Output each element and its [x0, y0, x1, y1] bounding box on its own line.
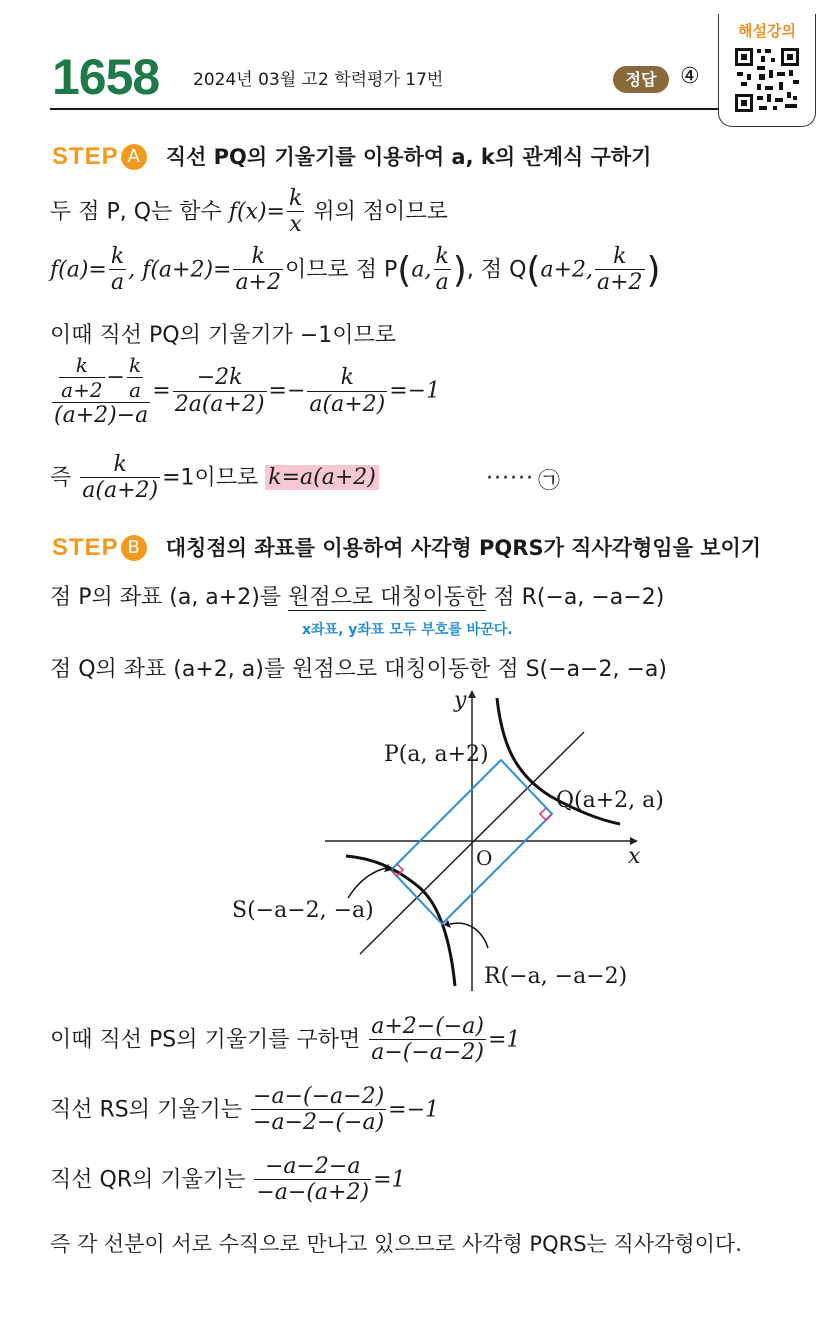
frac-den: a	[129, 378, 142, 402]
text: 즉	[50, 465, 72, 491]
frac-den: a(a+2)	[309, 391, 386, 417]
frac-num: k	[113, 452, 127, 477]
frac-num: −a−2−a	[264, 1154, 361, 1179]
step-a-line1	[50, 186, 448, 239]
math: −	[106, 365, 125, 391]
math: f(a)=	[50, 257, 107, 283]
frac-num: −2k	[196, 365, 243, 391]
frac-den: x	[289, 212, 302, 238]
problem-number: 1658	[52, 49, 160, 105]
math: =1	[487, 1027, 521, 1053]
text: 직선 QR의 기울기는	[50, 1167, 246, 1193]
text: 점 R(−a, −a−2)	[493, 585, 665, 610]
frac-den: a	[110, 270, 125, 296]
math: a,	[411, 257, 432, 283]
frac-den: a+2	[235, 270, 282, 296]
frac-num: k	[340, 365, 354, 391]
text: , 점 Q	[466, 257, 527, 283]
frac-den: a(a+2)	[82, 478, 159, 504]
hyperbola-graph	[210, 686, 670, 1006]
step-b-header	[52, 532, 761, 562]
graph-s-label: S(−a−2, −a)	[232, 898, 374, 923]
math: =	[152, 378, 171, 404]
step-b-title: 대칭점의 좌표를 이용하여 사각형 PQRS가 직사각형임을 보이기	[165, 536, 762, 560]
frac-den: 2a(a+2)	[174, 391, 265, 417]
text: 위의 점이므로	[313, 199, 448, 225]
frac-den: a+2	[597, 270, 643, 296]
frac-den: a+2	[61, 378, 103, 402]
qr-code-icon[interactable]	[733, 46, 801, 114]
answer-badge: 정답	[613, 66, 669, 93]
y-axis-arrow	[468, 690, 476, 698]
text: 직선 RS의 기울기는	[50, 1097, 243, 1123]
math: =−1	[388, 1097, 440, 1123]
step-a-equation	[50, 354, 440, 429]
frac-den: −a−(a+2)	[256, 1180, 370, 1206]
highlighted-relation: k=a(a+2)	[265, 465, 379, 490]
frac-den: a	[435, 270, 449, 296]
step-a-header	[52, 141, 651, 171]
text: =1이므로	[162, 465, 259, 491]
text: 점 P의 좌표 (a, a+2)를	[50, 585, 282, 610]
frac-num: k	[288, 186, 303, 211]
math: =−	[268, 378, 306, 404]
underlined-text: 원점으로 대칭이동한	[288, 585, 487, 610]
frac-num: a+2−(−a)	[371, 1014, 484, 1039]
graph-y-label: y	[454, 688, 467, 713]
step-a-line5	[50, 452, 379, 505]
step-a-letter: A	[121, 144, 147, 170]
text: 이때 직선 PS의 기울기를 구하면	[50, 1027, 361, 1053]
step-b-line1	[50, 580, 664, 611]
frac-den: (a+2)−a	[54, 403, 149, 428]
lecture-qr-box[interactable]	[718, 14, 816, 127]
text: 두 점 P, Q는 함수	[50, 199, 222, 225]
step-b-line2: 점 Q의 좌표 (a+2, a)를 원점으로 대칭이동한 점 S(−a−2, −a)	[50, 657, 667, 682]
right-angle-q	[540, 808, 552, 820]
graph-r-label: R(−a, −a−2)	[484, 964, 628, 989]
slope-ps	[50, 1014, 520, 1067]
problem-source: 2024년 03월 고2 학력평가 17번	[193, 70, 444, 90]
answer-value: ④	[680, 64, 700, 89]
step-b-badge: STEP	[52, 534, 119, 561]
math: f(x)=	[228, 199, 285, 225]
header-rule	[50, 108, 720, 110]
step-a-line3: 이때 직선 PQ의 기울기가 −1이므로	[50, 323, 397, 348]
slope-rs	[50, 1084, 439, 1137]
step-a-line2: f(a)= $\frac{k}{a}$ , f(a+2)= $\frac{k}{a+2}$ 이므로 점 P(a, $\frac{k}{a}$ ), 점 Q(a+2, $\frac{k}{a+2}$ )	[50, 244, 661, 296]
frac-num: k	[128, 353, 142, 377]
text: 이므로 점 P	[285, 257, 398, 283]
s-pointer	[348, 868, 386, 898]
step-a-badge: STEP	[52, 143, 119, 170]
step-b-letter: B	[121, 535, 147, 561]
r-pointer	[450, 923, 488, 948]
math: =1	[373, 1167, 406, 1193]
math: a+2,	[540, 257, 593, 283]
frac-num: −a−(−a−2)	[253, 1084, 385, 1109]
math: =−1	[389, 378, 441, 404]
frac-num: k	[251, 244, 265, 269]
lecture-label: 해설강의	[738, 22, 796, 40]
graph-origin-label: O	[476, 846, 493, 870]
frac-den: a−(−a−2)	[371, 1040, 484, 1066]
frac-den: −a−2−(−a)	[253, 1110, 385, 1136]
step-b-note: x좌표, y좌표 모두 부호를 바꾼다.	[302, 622, 513, 638]
step-a-dots: ······	[486, 466, 534, 491]
frac-num: k	[435, 244, 449, 269]
graph-x-label: x	[628, 844, 641, 869]
slope-qr	[50, 1154, 406, 1207]
frac-num: k	[75, 353, 88, 377]
frac-num: k	[110, 244, 125, 269]
step-a-mark: ㉠	[538, 469, 561, 494]
conclusion: 즉 각 선분이 서로 수직으로 만나고 있으므로 사각형 PQRS는 직사각형이다.	[50, 1232, 742, 1256]
math: , f(a+2)=	[128, 257, 232, 283]
graph-p-label: P(a, a+2)	[384, 742, 489, 767]
graph-q-label: Q(a+2, a)	[556, 788, 664, 813]
step-a-title: 직선 PQ의 기울기를 이용하여 a, k의 관계식 구하기	[165, 145, 652, 169]
frac-num: k	[613, 244, 627, 269]
